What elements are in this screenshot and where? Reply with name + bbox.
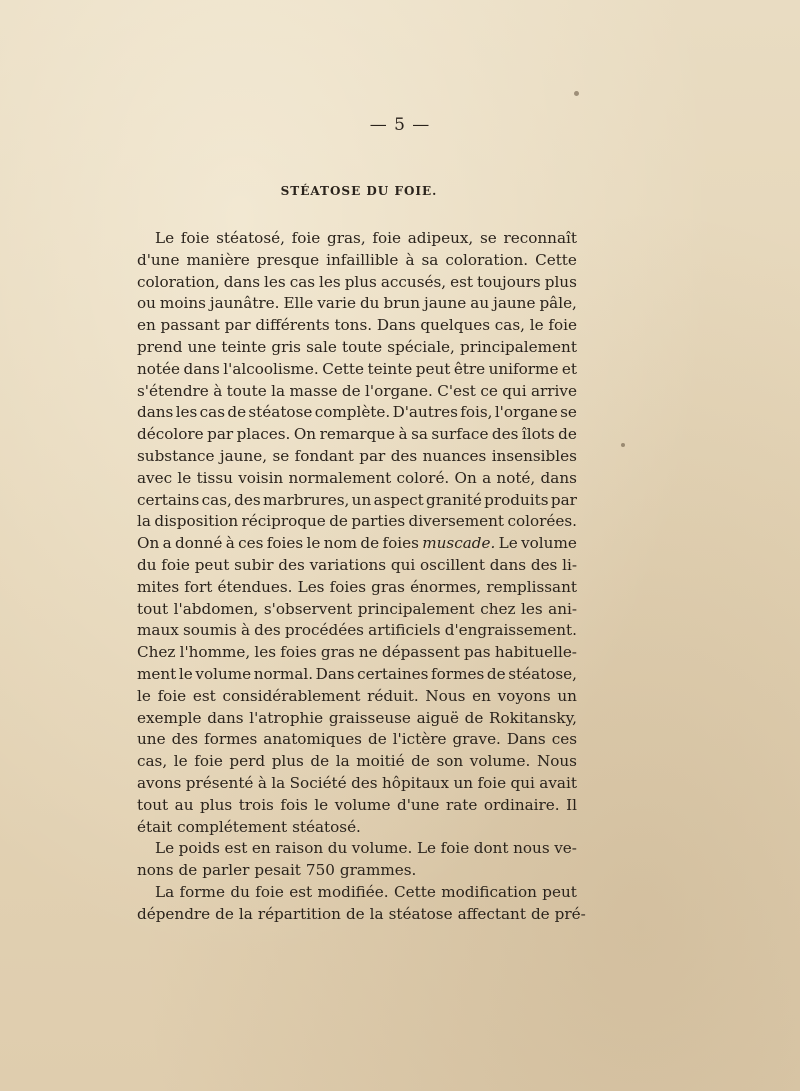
text-line: était complétement stéatosé. [137, 817, 361, 836]
text-line: avec le tissu voisin normalement coloré. On a noté, dans [137, 468, 577, 487]
text-line: la disposition réciproque de parties diversement colorées. [137, 512, 577, 531]
ink-spot [574, 91, 579, 96]
text-line: coloration, dans les cas les plus accusés, est toujours plus [137, 272, 577, 291]
text-line: tout l'abdomen, s'observent principalement chez les ani- [137, 599, 577, 618]
text-line: du foie peut subir des variations qui oscillent dans des li- [137, 555, 577, 574]
text-line: d'une manière presque infaillible à sa coloration. Cette [137, 250, 577, 269]
text-line: dans les cas de stéatose complète. D'autres fois, l'organe se [137, 403, 577, 422]
text-line: exemple dans l'atrophie graisseuse aiguë de Rokitansky, [137, 708, 577, 727]
text-line: On a donné à ces foies le nom de foies muscade. Le volume [137, 534, 577, 553]
text-line: ou moins jaunâtre. Elle varie du brun jaune au jaune pâle, [137, 294, 577, 313]
text-line: une des formes anatomiques de l'ictère grave. Dans ces [137, 730, 577, 749]
text-line: mites fort étendues. Les foies gras énormes, remplissant [137, 577, 577, 596]
text-line: notée dans l'alcoolisme. Cette teinte peut être uniforme et [137, 359, 577, 378]
text-line: Le poids est en raison du volume. Le foie dont nous ve- [155, 839, 577, 858]
text-line: ment le volume normal. Dans certaines formes de stéatose, [137, 664, 577, 683]
page-number: — 5 — [369, 115, 431, 135]
body-text [137, 228, 586, 926]
text-line: cas, le foie perd plus de la moitié de son volume. Nous [137, 752, 577, 771]
text-line: en passant par différents tons. Dans quelques cas, le foie [137, 316, 577, 335]
text-line: dépendre de la répartition de la stéatose affectant de pré- [137, 904, 586, 923]
text-line: certains cas, des marbrures, un aspect granité produits par [137, 490, 577, 509]
text-line: substance jaune, se fondant par des nuances insensibles [137, 446, 577, 465]
section-title: STÉATOSE DU FOIE. [280, 184, 438, 198]
text-line: Le foie stéatosé, foie gras, foie adipeux, se reconnaît [155, 229, 577, 247]
text-line: décolore par places. On remarque à sa surface des îlots de [137, 425, 577, 444]
text-line: maux soumis à des procédées artificiels d'engraissement. [137, 621, 577, 640]
text-line: s'étendre à toute la masse de l'organe. C'est ce qui arrive [137, 381, 577, 400]
text-line: prend une teinte gris sale toute spéciale, principalement [137, 337, 577, 356]
text-line: nons de parler pesait 750 grammes. [137, 861, 417, 880]
ink-spot [621, 443, 625, 447]
text-line: le foie est considérablement réduit. Nous en voyons un [137, 686, 577, 705]
text-line: tout au plus trois fois le volume d'une rate ordinaire. Il [137, 795, 577, 814]
text-line: Chez l'homme, les foies gras ne dépassent pas habituelle- [137, 643, 577, 662]
text-line: La forme du foie est modifiée. Cette modification peut [155, 882, 577, 901]
text-line: avons présenté à la Société des hôpitaux un foie qui avait [137, 773, 577, 792]
